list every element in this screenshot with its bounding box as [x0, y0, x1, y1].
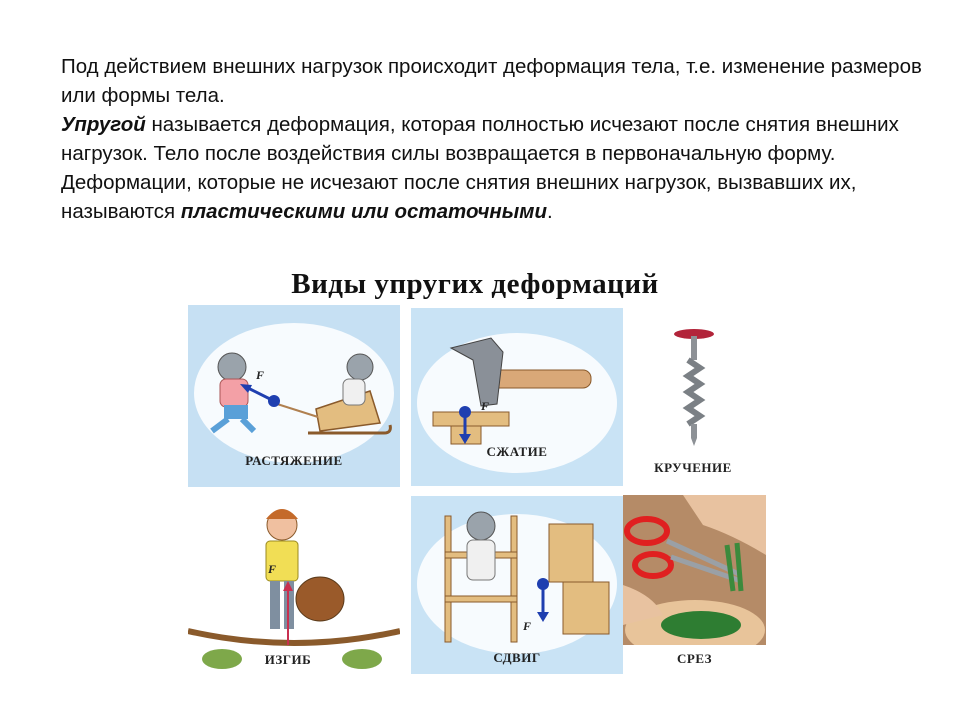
intro-text	[61, 52, 941, 226]
section-title: Виды упругих деформаций	[291, 268, 659, 300]
panel-cut	[623, 495, 766, 675]
cut-illustration	[623, 495, 766, 645]
intro-paragraph-definition: Под действием внешних нагрузок происходит деформация тела, т.е. изменение размеров или формы тела.	[61, 55, 922, 107]
elastic-definition: называется деформация, которая полностью исчезают после снятия внешних нагрузок. Тело после воздействия силы возвращается в первоначальную форму.	[61, 113, 899, 165]
caption-torsion: КРУЧЕНИЕ	[654, 460, 732, 475]
plastic-definition-start: Деформации, которые не исчезают после снятия внешних нагрузок, вызвавших их, называются	[61, 171, 857, 223]
tension-force-label: F	[256, 368, 265, 382]
bending-force-label: F	[268, 562, 277, 576]
bending-illustration	[188, 495, 400, 675]
intro-paragraph-elastic	[61, 110, 941, 168]
plastic-definition-end: .	[547, 200, 553, 223]
intro-paragraph-plastic	[61, 168, 941, 226]
panel-torsion	[632, 318, 762, 488]
torsion-illustration	[632, 318, 762, 468]
compression-force-label: F	[481, 399, 490, 413]
panel-shear	[411, 496, 623, 674]
plastic-term: пластическими или остаточными	[180, 200, 547, 223]
caption-compression: СЖАТИЕ	[486, 444, 548, 459]
shear-force-label: F	[523, 619, 532, 633]
caption-cut: СРЕЗ	[676, 651, 713, 666]
elastic-term: Упругой	[61, 113, 146, 136]
panel-compression	[411, 308, 623, 486]
panel-tension	[188, 305, 400, 487]
panel-bending	[188, 495, 400, 675]
shear-illustration	[411, 496, 623, 674]
caption-tension: РАСТЯЖЕНИЕ	[245, 453, 343, 468]
caption-shear: СДВИГ	[493, 650, 541, 665]
caption-bending: ИЗГИБ	[264, 652, 312, 667]
